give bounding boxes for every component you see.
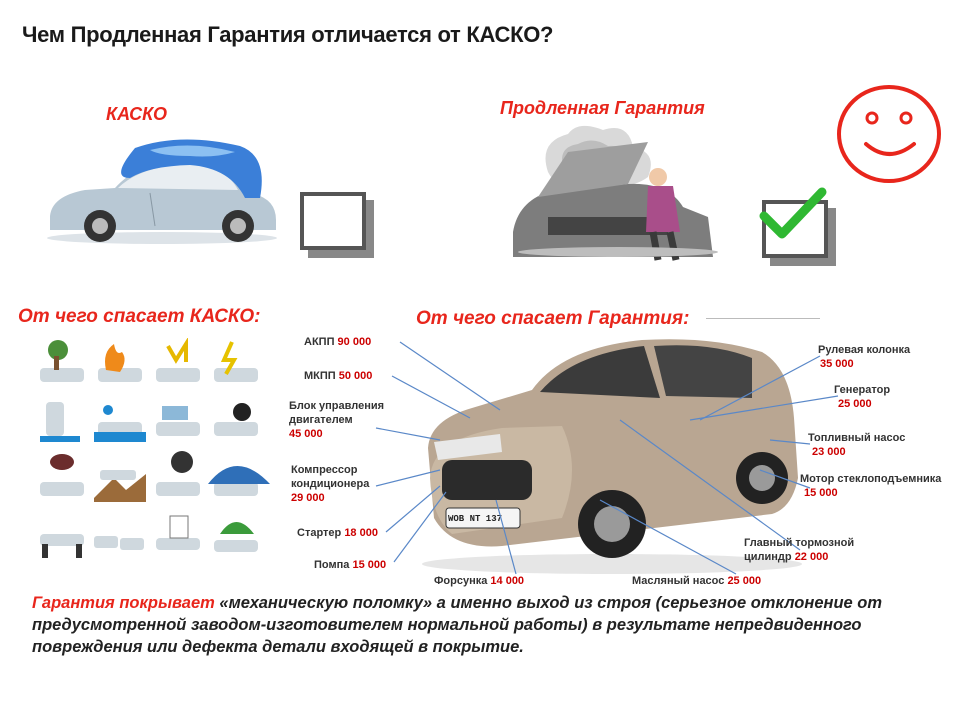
part-ecu: Блок управления двигателем 45 000 [289,400,385,440]
kasko-header: КАСКО [106,104,167,124]
part-steering: Рулевая колонка 35 000 [818,344,911,370]
warranty-header: Продленная Гарантия [500,98,705,118]
license-plate-text: WOB NT 137 [448,514,503,524]
part-akpp: АКПП 90 000 [304,336,372,348]
page-title: Чем Продленная Гарантия отличается от КАСКО? [22,22,554,47]
part-generator: Генератор 25 000 [834,384,891,410]
warranty-saves-header: От чего спасает Гарантия: [416,308,690,329]
kasko-saves-header: От чего спасает КАСКО: [18,306,261,327]
part-window: Мотор стеклоподъемника 15 000 [800,473,942,499]
part-injector: Форсунка 14 000 [434,575,525,587]
part-pump: Помпа 15 000 [314,559,387,571]
part-oilpump: Масляный насос 25 000 [632,575,762,587]
part-brake: Главный тормозной цилиндр 22 000 [744,537,855,563]
coverage-rest: «механическую поломку» а именно выход из строя (серьезное отклонение от предусмотренной заводом-изготовителем нормальной работы) в результате непредвиденного повреждения или дефекта детали входящей в покрытие. [32,594,883,656]
part-compressor: Компрессор кондиционера 29 000 [291,464,370,504]
part-mkpp: МКПП 50 000 [304,370,373,382]
coverage-lead: Гарантия покрывает [32,594,220,612]
coverage-description [32,592,952,658]
part-fuel: Топливный насос 23 000 [808,432,906,458]
part-starter: Стартер 18 000 [297,527,378,539]
